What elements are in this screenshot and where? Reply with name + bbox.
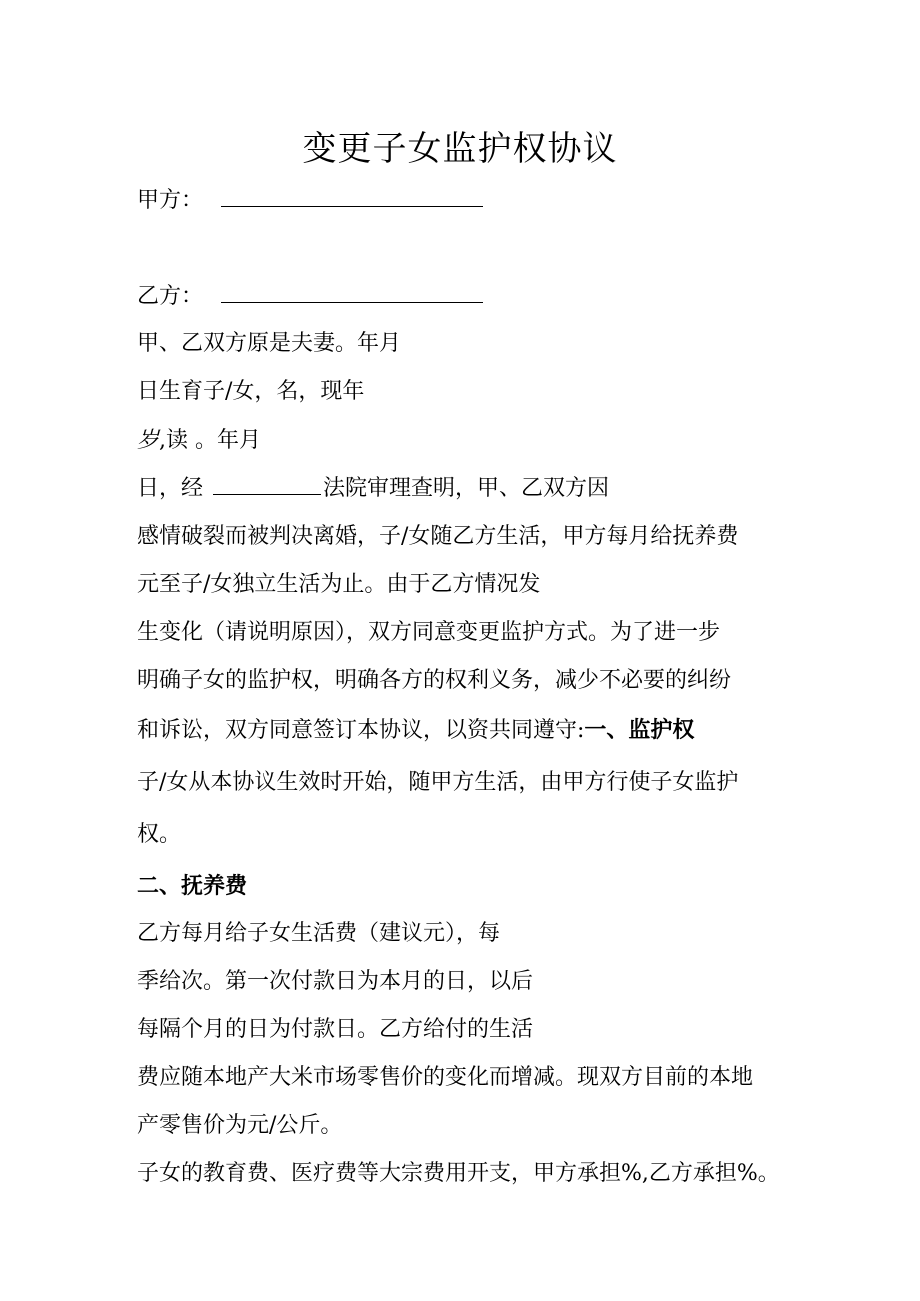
paragraph-line-14: 季给次。第一次付款日为本月的日，以后 bbox=[137, 969, 534, 994]
paragraph-line-5: 感情破裂而被判决离婚，子/女随乙方生活，甲方每月给抚养费 bbox=[137, 524, 739, 549]
paragraph-line-18: 子女的教育费、医疗费等大宗费用开支，甲方承担%,乙方承担%。 bbox=[137, 1161, 780, 1186]
section-heading-support: 二、抚养费 bbox=[137, 873, 248, 899]
paragraph-line-3 bbox=[137, 424, 261, 458]
party-a-line bbox=[137, 184, 483, 218]
paragraph-line-11: 权。 bbox=[137, 822, 182, 847]
paragraph-line-2: 日生育子/女，名，现年 bbox=[137, 379, 365, 404]
paragraph-line-7: 生变化（请说明原因），双方同意变更监护方式。为了进一步 bbox=[137, 620, 721, 645]
paragraph-line-10: 子/女从本协议生效时开始，随甲方生活，由甲方行使子女监护 bbox=[137, 770, 739, 795]
paragraph-line-6: 元至子/女独立生活为止。由于乙方情况发 bbox=[137, 572, 541, 597]
party-b-line bbox=[137, 280, 483, 314]
paragraph-line-8: 明确子女的监护权，明确各方的权利义务，减少不必要的纠纷 bbox=[137, 668, 732, 693]
party-b-blank bbox=[221, 282, 483, 303]
party-b-label: 乙方： bbox=[137, 284, 204, 309]
paragraph-line-1: 甲、乙双方原是夫妻。年月 bbox=[137, 331, 402, 356]
paragraph-line-13: 乙方每月给子女生活费（建议元），每 bbox=[137, 921, 501, 946]
document-title: 变更子女监护权协议 bbox=[302, 129, 618, 169]
party-a-blank bbox=[221, 186, 483, 207]
paragraph-line-15: 每隔个月的日为付款日。乙方给付的生活 bbox=[137, 1017, 534, 1042]
party-a-label: 甲方： bbox=[137, 188, 204, 213]
paragraph-line-9 bbox=[137, 713, 694, 748]
paragraph-line-17: 产零售价为元/公斤。 bbox=[137, 1113, 343, 1138]
paragraph-line-9-text: 和诉讼，双方同意签订本协议，以资共同遵守: bbox=[137, 718, 585, 743]
section-heading-custody: 一、监护权 bbox=[584, 717, 695, 743]
age-unit-text: 岁 bbox=[137, 428, 160, 453]
paragraph-line-16: 费应随本地产大米市场零售价的变化而增减。现双方目前的本地 bbox=[137, 1065, 754, 1090]
court-blank bbox=[213, 474, 321, 495]
paragraph-line-4-end: 法院审理查明，甲、乙双方因 bbox=[323, 476, 610, 501]
paragraph-line-4-start: 日，经 bbox=[137, 476, 204, 501]
paragraph-line-4 bbox=[137, 472, 609, 506]
paragraph-line-3-rest: ,读 。年月 bbox=[159, 428, 262, 453]
